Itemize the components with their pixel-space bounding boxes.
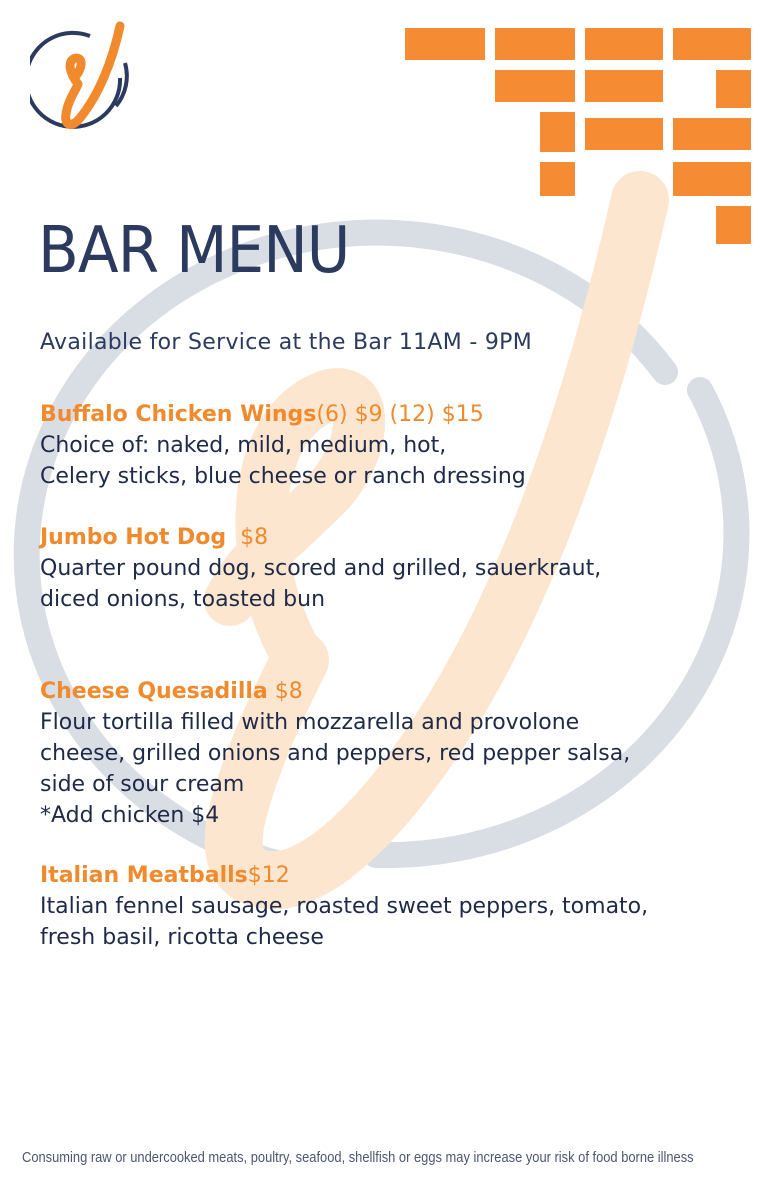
menu-item-description-line: Italian fennel sausage, roasted sweet peppers, tomato,	[40, 894, 649, 919]
menu-item-description-line: Flour tortilla filled with mozzarella and provolone	[40, 710, 580, 735]
menu-item-name: Buffalo Chicken Wings	[40, 402, 317, 427]
menu-item-meatballs	[40, 860, 760, 953]
page-title: BAR MENU	[38, 214, 350, 288]
menu-item-quesadilla	[40, 676, 760, 831]
service-hours: Available for Service at the Bar 11AM - 9PM	[40, 330, 533, 355]
menu-item-name: Jumbo Hot Dog	[40, 525, 227, 550]
menu-item-description-line: fresh basil, ricotta cheese	[40, 925, 324, 950]
menu-item-price: $8	[240, 525, 269, 550]
menu-item-description-line: side of sour cream	[40, 772, 245, 797]
menu-item-description-line: Quarter pound dog, scored and grilled, sauerkraut,	[40, 556, 602, 581]
menu-item-description-line: diced onions, toasted bun	[40, 587, 326, 612]
menu-item-addon: *Add chicken $4	[40, 803, 220, 828]
menu-item-price: (6) $9 (12) $15	[316, 402, 484, 427]
menu-item-price: $12	[247, 863, 290, 888]
menu-item-buffalo-wings	[40, 399, 760, 492]
menu-item-name: Italian Meatballs	[40, 863, 248, 888]
menu-item-description-line: Choice of: naked, mild, medium, hot,	[40, 433, 447, 458]
menu-item-description-line: Celery sticks, blue cheese or ranch dressing	[40, 464, 526, 489]
food-safety-disclaimer: Consuming raw or undercooked meats, poultry, seafood, shellfish or eggs may increase your risk of food borne illness	[22, 1149, 694, 1166]
menu-item-name: Cheese Quesadilla	[40, 679, 268, 704]
menu-item-hot-dog	[40, 522, 760, 615]
v-circle-logo-icon	[30, 18, 140, 133]
menu-item-price: $8	[274, 679, 303, 704]
menu-item-description-line: cheese, grilled onions and peppers, red pepper salsa,	[40, 741, 631, 766]
